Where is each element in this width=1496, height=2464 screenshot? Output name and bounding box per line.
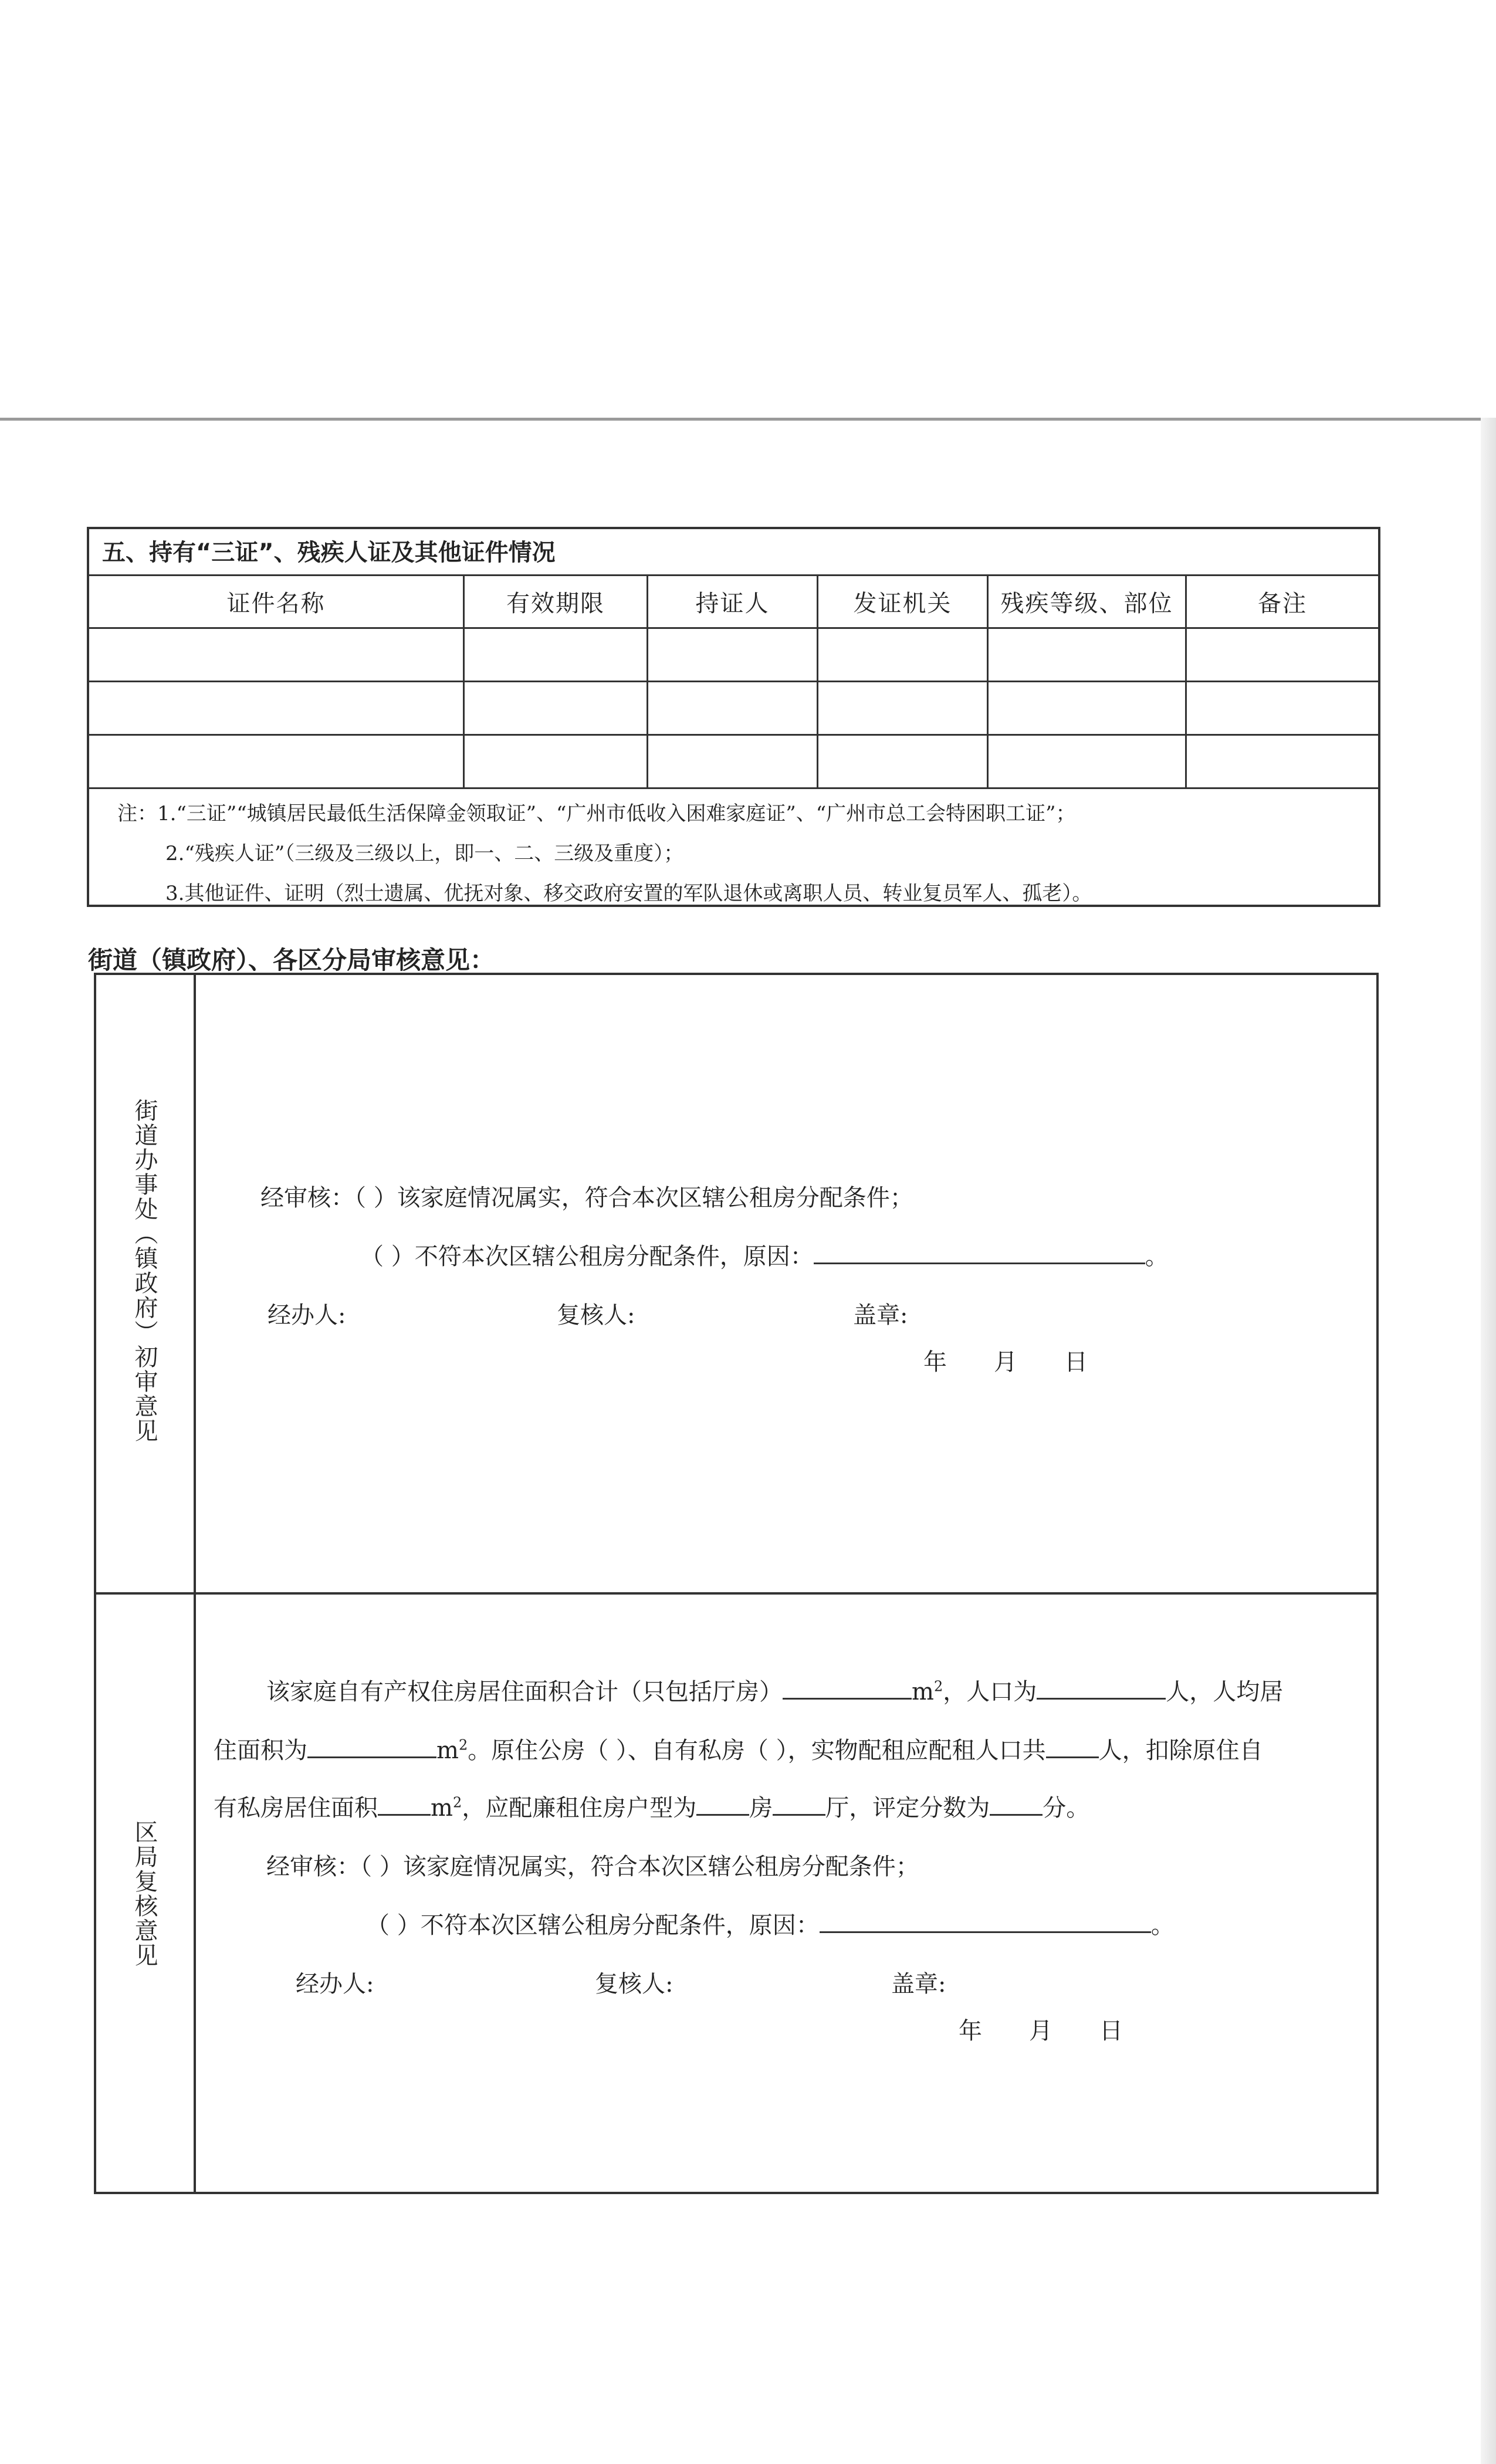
- review-heading: 街道（镇政府）、各区分局审核意见：: [88, 946, 495, 974]
- certificates-grid: [89, 576, 1378, 789]
- table-cell[interactable]: [465, 682, 648, 736]
- page-top-edge: [0, 418, 1496, 421]
- street-reject-line[interactable]: [360, 1238, 1169, 1271]
- street-handler-label: 经办人:: [268, 1302, 346, 1329]
- col-header-remarks: 备注: [1187, 576, 1378, 629]
- score-text: 厅，评定分数为: [825, 1795, 990, 1822]
- notes: [89, 789, 1378, 913]
- private-area-blank[interactable]: [378, 1791, 431, 1816]
- district-day-label: 日: [1099, 2018, 1123, 2045]
- district-reject-text: （ ）不符本次区辖公租房分配条件，原因：: [366, 1912, 820, 1939]
- note-line-3: 3.其他证件、证明（烈士遗属、优抚对象、移交政府安置的军队退休或离职人员、转业复员军人、孤老）。: [165, 882, 1092, 905]
- district-reject-end: 。: [1150, 1912, 1175, 1939]
- table-cell[interactable]: [989, 629, 1187, 682]
- district-para-line-3: [214, 1789, 1089, 1823]
- street-reject-text: （ ）不符本次区辖公租房分配条件，原因：: [360, 1243, 814, 1270]
- table-cell[interactable]: [818, 682, 989, 736]
- col-header-holder: 持证人: [648, 576, 818, 629]
- street-month-label: 月: [994, 1349, 1017, 1376]
- table-cell[interactable]: [89, 736, 465, 789]
- street-seal-label: 盖章:: [853, 1302, 908, 1329]
- table-cell[interactable]: [89, 629, 465, 682]
- note-line-1: 注：1.“三证”“城镇居民最低生活保障金领取证”、“广州市低收入困难家庭证”、“广州市总工会特困职工证”；: [117, 802, 1076, 825]
- col-header-disability-level: 残疾等级、部位: [989, 576, 1187, 629]
- population-blank[interactable]: [1037, 1674, 1166, 1700]
- table-cell[interactable]: [1187, 682, 1378, 736]
- district-approve-line[interactable]: 经审核：（ ）该家庭情况属实，符合本次区辖公租房分配条件；: [266, 1853, 919, 1880]
- section-title: 五、持有“三证”、残疾人证及其他证件情况: [89, 529, 1378, 576]
- street-checker-label: 复核人:: [557, 1302, 635, 1329]
- district-para-line-2: [214, 1732, 1263, 1765]
- rooms-blank[interactable]: [696, 1791, 749, 1816]
- unit-sup: 2: [458, 1737, 468, 1754]
- unit-text: m: [912, 1678, 934, 1705]
- table-cell[interactable]: [989, 736, 1187, 789]
- row-divider: [96, 1592, 1376, 1595]
- street-approve-line[interactable]: 经审核：（ ）该家庭情况属实，符合本次区辖公租房分配条件；: [260, 1184, 913, 1211]
- rental-population-blank[interactable]: [1046, 1733, 1099, 1758]
- housing-type-text: 。原住公房（ ）、自有私房（ ），实物配租应配租人口共: [468, 1737, 1046, 1764]
- col-header-issuer: 发证机关: [818, 576, 989, 629]
- unit-sup: 2: [452, 1794, 462, 1811]
- unit-text: m: [431, 1795, 453, 1822]
- room-text: 房: [749, 1795, 773, 1822]
- review-table: [94, 973, 1379, 2194]
- district-reject-line[interactable]: [366, 1907, 1175, 1940]
- col-header-name: 证件名称: [89, 576, 465, 629]
- district-month-label: 月: [1029, 2018, 1052, 2045]
- unit-sup: 2: [933, 1678, 943, 1695]
- area-total-blank[interactable]: [783, 1674, 912, 1700]
- points-text: 分。: [1043, 1795, 1090, 1822]
- page-right-edge: [1481, 418, 1496, 2464]
- column-divider: [194, 975, 196, 2192]
- unit-type-text: ，应配廉租住房户型为: [462, 1795, 697, 1822]
- certificates-table: [87, 527, 1380, 907]
- table-cell[interactable]: [465, 629, 648, 682]
- halls-blank[interactable]: [773, 1791, 825, 1816]
- private-area-text: 有私房居住面积: [214, 1795, 378, 1822]
- area-total-text: 该家庭自有产权住房居住面积合计（只包括厅房）: [266, 1678, 783, 1705]
- district-bureau-label: 区局复核意见: [131, 1820, 158, 1968]
- unit-text: m: [436, 1737, 459, 1764]
- district-checker-label: 复核人:: [595, 1971, 673, 1998]
- score-blank[interactable]: [990, 1791, 1043, 1816]
- deduct-text: 人，扣除原住自: [1098, 1737, 1263, 1764]
- table-cell[interactable]: [989, 682, 1187, 736]
- table-cell[interactable]: [648, 682, 818, 736]
- table-cell[interactable]: [1187, 736, 1378, 789]
- street-reject-end: 。: [1145, 1243, 1169, 1270]
- table-cell[interactable]: [465, 736, 648, 789]
- district-seal-label: 盖章:: [891, 1971, 946, 1998]
- table-cell[interactable]: [818, 736, 989, 789]
- table-cell[interactable]: [89, 682, 465, 736]
- street-year-label: 年: [923, 1349, 947, 1376]
- per-capita-area-blank[interactable]: [307, 1733, 436, 1758]
- district-handler-label: 经办人:: [296, 1971, 374, 1998]
- table-cell[interactable]: [1187, 629, 1378, 682]
- per-capita-text: 人，人均居: [1166, 1678, 1284, 1705]
- per-capita-area-text: 住面积为: [214, 1737, 307, 1764]
- note-line-2: 2.“残疾人证”（三级及三级以上，即一、二、三级及重度）；: [165, 842, 684, 865]
- district-reason-blank[interactable]: [820, 1908, 1151, 1933]
- table-cell[interactable]: [648, 629, 818, 682]
- district-year-label: 年: [959, 2018, 982, 2045]
- table-cell[interactable]: [818, 629, 989, 682]
- population-text: ，人口为: [943, 1678, 1037, 1705]
- street-day-label: 日: [1064, 1349, 1088, 1376]
- street-reason-blank[interactable]: [814, 1239, 1145, 1264]
- table-cell[interactable]: [648, 736, 818, 789]
- col-header-validity: 有效期限: [465, 576, 648, 629]
- district-para-line-1: [266, 1673, 1283, 1707]
- street-office-label: 街道办事处（镇政府）初审意见: [131, 1098, 158, 1443]
